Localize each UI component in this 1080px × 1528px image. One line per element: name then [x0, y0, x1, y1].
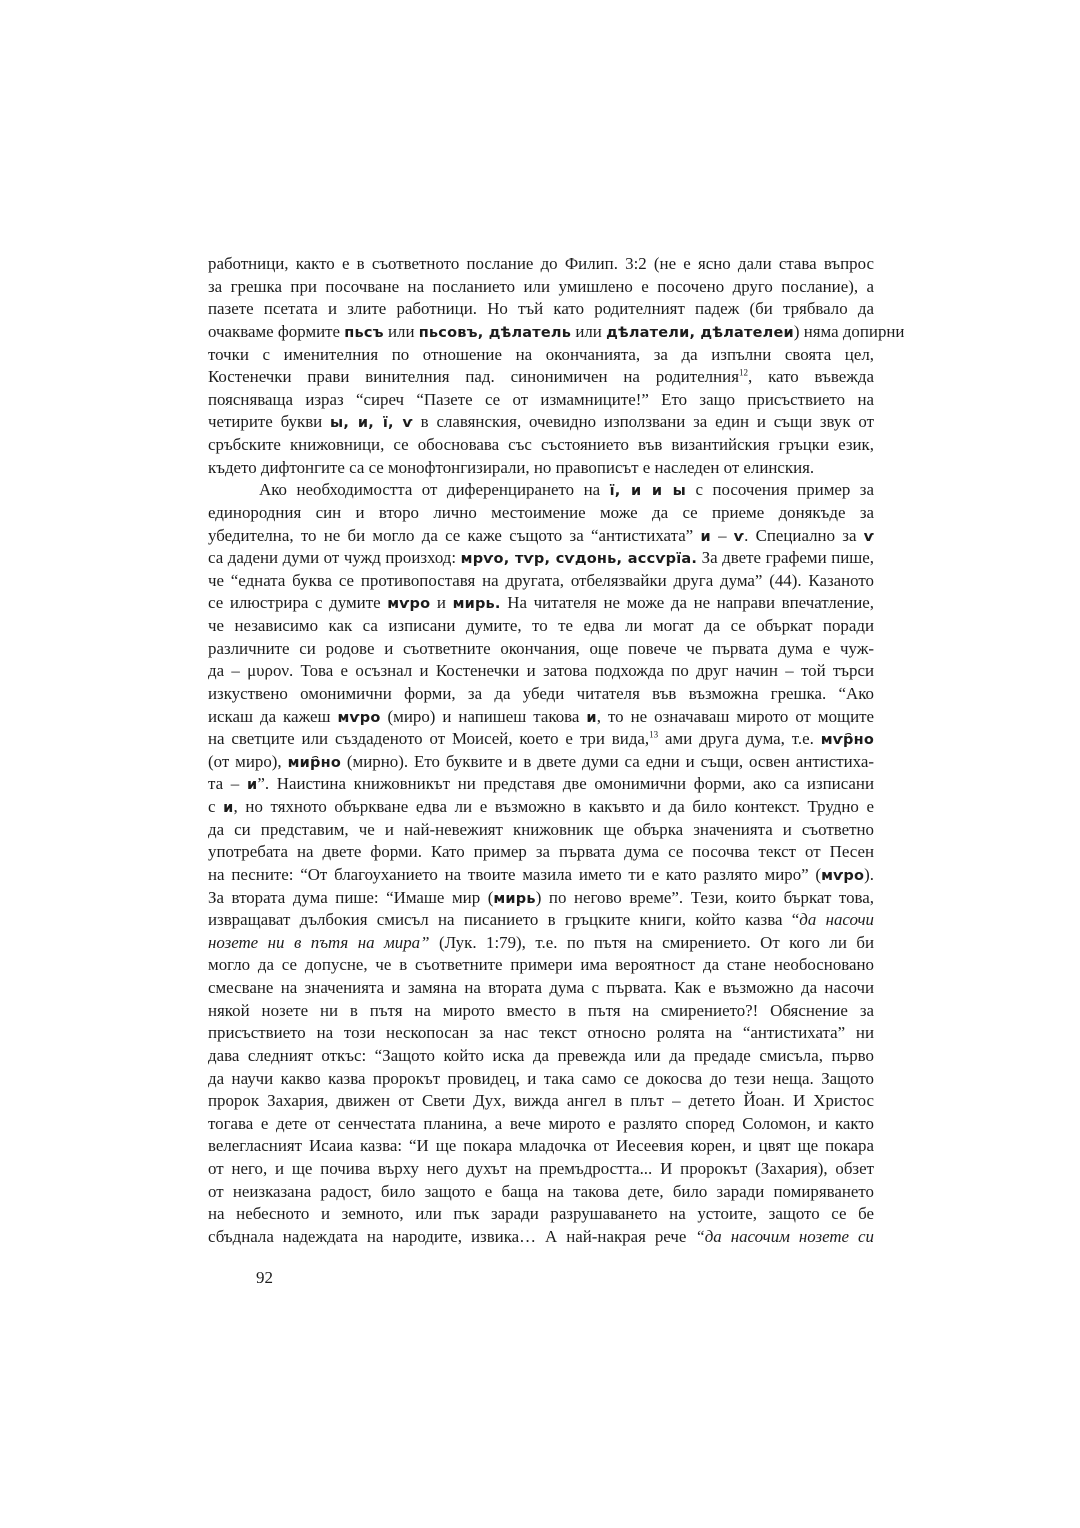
- text-segment: работници, както е в съответното послание до Филип. 3:2 (не е ясно дали става въпрос: [208, 254, 874, 273]
- text-line: [208, 615, 874, 638]
- text-segment: тогава е дете от сенчестата планина, а вече мирото е разлято според Соломон, и както: [208, 1113, 874, 1133]
- text-segment: пророк Захария, движен от Свети Дух, вижда ангел в плът – детето Йоан. И Христос: [208, 1091, 874, 1111]
- text-line: [208, 1135, 874, 1158]
- text-line: [208, 1158, 874, 1181]
- text-segment: ”. Наистина книжовникът ни представя две омонимични форми, ако са изписани: [257, 774, 874, 794]
- text-segment: присъствието на този нескопосан за нас текст относно ролята на “антистихата” ни: [208, 1023, 874, 1043]
- text-segment: на светците или създаденото от Моисей, което е три вида,: [208, 729, 650, 749]
- text-line: [208, 638, 874, 661]
- text-line: [208, 389, 874, 412]
- church-slavonic-word: пьсовъ, дѣлатель: [418, 324, 572, 341]
- church-slavonic-word: и: [223, 800, 234, 816]
- text-segment: , то не означаваш мирото от мощите: [596, 706, 874, 726]
- text-line: [208, 1045, 874, 1068]
- text-line: [208, 1181, 874, 1204]
- text-segment: сбъднала надеждата на народите, извика… А най-накрая рече: [208, 1226, 696, 1246]
- text-segment: За двете графеми пише,: [697, 548, 874, 568]
- text-segment: или: [571, 321, 607, 341]
- text-line: [208, 819, 874, 842]
- church-slavonic-word: ѵ: [863, 528, 875, 545]
- text-segment: (Лук. 1:79), т.е. по пътя на смирението. От кого ли би: [429, 932, 874, 952]
- church-slavonic-word: и: [246, 777, 258, 794]
- church-slavonic-word: мирь.: [452, 596, 501, 613]
- church-slavonic-word: ѵ: [733, 528, 745, 545]
- text-segment: та –: [208, 774, 247, 794]
- text-line: [208, 841, 874, 864]
- document-page: [208, 253, 905, 1249]
- footnote-marker: 13: [649, 729, 659, 740]
- text-line: [208, 411, 874, 434]
- text-segment: (от миро),: [208, 751, 288, 771]
- church-slavonic-word: мирь: [493, 890, 536, 907]
- text-segment: . Специално за: [744, 525, 864, 545]
- text-segment: за грешка при посочване на посланието или умишлено е посочено друго послание), а: [208, 276, 874, 296]
- church-slavonic-word: мрѵо, тѵр, сѵдонь, ассѵрїа.: [460, 551, 698, 568]
- text-line: [208, 502, 874, 525]
- church-slavonic-word: ы, и, ї, ѵ: [330, 415, 413, 432]
- text-line: [208, 457, 874, 480]
- text-segment: (миро) и напишеш такова: [380, 706, 587, 726]
- text-line: [208, 479, 874, 502]
- text-line: [208, 1226, 874, 1249]
- text-segment: Костенечки прави винителния пад. синонимичен на родителния: [208, 367, 739, 387]
- body-text: [208, 253, 905, 1249]
- church-slavonic-word: мѵро: [387, 596, 431, 613]
- text-segment: На читателя не може да не направи впечатление,: [500, 593, 874, 613]
- text-segment: изкуствено омонимични форми, за да убеди читателя във възможна грешка. “Ако: [208, 683, 874, 703]
- church-slavonic-word: дѣлатели, дѣлателеи: [606, 324, 794, 341]
- text-line: [208, 796, 874, 819]
- text-line: [208, 525, 874, 548]
- text-line: [208, 683, 874, 706]
- text-segment: от неизказана радост, било защото е баща на такова дете, било заради помиряването: [208, 1181, 874, 1201]
- page-number: 92: [256, 1268, 273, 1287]
- text-line: [208, 1113, 874, 1136]
- text-line: [208, 864, 874, 887]
- text-line: [208, 570, 874, 593]
- text-segment: ) няма допирни: [793, 321, 905, 341]
- text-segment: от него, и ще почива върху него духът на премъдростта... И пророкът (Захария), обзет: [208, 1159, 874, 1178]
- text-segment: че независимо как са изписани думите, то те едва ли могат да се объркат поради: [208, 616, 874, 635]
- footnote-marker: 12: [738, 367, 748, 378]
- text-segment: са дадени думи от чужд произход:: [208, 548, 461, 568]
- text-segment: точки с именителния по отношение на окончанията, за да изпълни своята цел,: [208, 344, 874, 364]
- text-line: [208, 276, 874, 299]
- text-line: [208, 1090, 874, 1113]
- text-segment: в славянския, очевидно използвани за един и същи звук от: [412, 412, 875, 432]
- text-segment: да научи какво казва пророкът провидец, и така само се докосва до тези неща. Защото: [208, 1068, 874, 1088]
- church-slavonic-word: мѵр҄но: [820, 732, 875, 749]
- text-segment: различните си родове и съответните окончания, още повече че първата дума е чуж-: [208, 638, 874, 658]
- church-slavonic-word: и: [586, 709, 597, 726]
- text-segment: и: [430, 593, 453, 613]
- church-slavonic-word: мѵро: [337, 709, 381, 726]
- text-line: [208, 706, 874, 729]
- text-segment: –: [710, 525, 734, 545]
- text-segment: или: [383, 321, 419, 341]
- text-segment: очакваме формите: [208, 321, 345, 341]
- text-segment: на песните: “От благоуханието на твоите мазила името ти е като разлято миро” (: [208, 864, 822, 884]
- text-segment: ) по негово време”. Тези, които бъркат това,: [535, 887, 874, 907]
- text-line: [208, 592, 874, 615]
- text-line: [208, 932, 874, 955]
- text-line: [208, 434, 874, 457]
- text-line: [208, 728, 874, 751]
- text-line: [208, 253, 874, 276]
- church-slavonic-word: мѵро: [821, 867, 865, 884]
- text-segment: , но тяхното объркване едва ли е възможно в какъвто и да било контекст. Трудно е: [233, 797, 874, 816]
- church-slavonic-word: мир҄но: [287, 754, 341, 771]
- text-line: [208, 751, 874, 774]
- text-segment: ами друга дума, т.е.: [658, 729, 821, 749]
- text-line: [208, 321, 905, 344]
- text-segment: смесване на значенията и замяна на втората дума с първата. Как е възможно да насочи: [208, 978, 874, 997]
- text-line: [208, 366, 874, 389]
- text-line: [208, 977, 874, 1000]
- text-segment: дава следният откъс: “Защото който иска да превежда или да предаде смисъла, първо: [208, 1045, 874, 1065]
- text-segment: велегласният Исаиа казва: “И ще покара младочка от Иесеевия корен, и цвят ще покара: [208, 1136, 874, 1156]
- text-line: [208, 298, 874, 321]
- church-slavonic-word: и: [700, 528, 711, 545]
- text-segment: , като въвежда: [747, 367, 874, 387]
- text-line: [208, 909, 874, 932]
- text-line: [208, 1000, 874, 1023]
- text-segment: убедителна, то не би могло да се каже същото за “антистихата”: [208, 525, 701, 545]
- text-line: [208, 660, 874, 683]
- text-segment: сръбските книжовници, се обосновава със състоянието във византийския гръцки език,: [208, 435, 874, 454]
- text-segment: някой нозете ни в пътя на мирото вместо в пътя на смирението?! Обяснение за: [208, 1000, 874, 1020]
- church-slavonic-word: пьсъ: [344, 324, 384, 341]
- church-slavonic-word: ї, и и ы: [609, 483, 686, 500]
- text-segment: четирите букви: [208, 412, 331, 432]
- text-line: [208, 344, 874, 367]
- text-segment: да – μυρον. Това е осъзнал и Костенечки и затова подхожда по друг начин – той търси: [208, 661, 874, 681]
- text-line: [208, 1068, 874, 1091]
- text-line: [208, 887, 874, 910]
- text-segment: За втората дума пише: “Имаше мир (: [208, 887, 494, 907]
- italic-quote: нозете ни в пътя на мира”: [208, 932, 430, 952]
- text-segment: извращават дълбокия смисъл на писанието в гръцките книги, който казва “: [208, 910, 800, 930]
- text-segment: Ако необходимостта от диференцирането на: [259, 480, 610, 500]
- text-segment: с: [208, 797, 224, 816]
- text-segment: могло да се допусне, че в съответните примери има вероятност да стане необосновано: [208, 955, 874, 975]
- text-segment: (мирно). Ето буквите и в двете думи са едни и същи, освен антистиха-: [340, 751, 874, 771]
- text-line: [208, 1203, 874, 1226]
- text-segment: поясняваща израз “сиреч “Пазете се от измамниците!” Ето защо присъствието на: [208, 389, 874, 409]
- text-segment: се илюстрира с думите: [208, 593, 388, 613]
- text-segment: употребата на двете форми. Като пример за първата дума се посочва текст от Песен: [208, 842, 874, 862]
- text-segment: че “едната буква се противопоставя на другата, отбелязвайки друга дума” (44). Казаното: [208, 570, 874, 590]
- text-segment: ).: [864, 864, 874, 884]
- italic-quote: да насочи: [799, 910, 875, 930]
- text-line: [208, 547, 874, 570]
- text-segment: с посочения пример за: [686, 480, 874, 500]
- text-segment: единородния син и второ лично местоимение може да се приеме донякъде за: [208, 502, 874, 522]
- text-segment: на небесното и земното, или пък заради разрушаването на устоите, защото се бе: [208, 1204, 874, 1224]
- text-line: [208, 1022, 874, 1045]
- text-segment: където дифтонгите са се монофтонгизирали, но правописът е наследен от елинския.: [208, 457, 815, 477]
- text-line: [208, 954, 874, 977]
- italic-quote: “да насочим нозете си: [695, 1226, 874, 1246]
- text-segment: искаш да кажеш: [208, 706, 338, 726]
- text-line: [208, 773, 874, 796]
- text-segment: пазете псетата и злите работници. Но тъй като родителният падеж (би трябвало да: [208, 299, 874, 319]
- text-segment: да си представим, че и най-невежият книжовник ще обърка значенията и съответно: [208, 819, 874, 839]
